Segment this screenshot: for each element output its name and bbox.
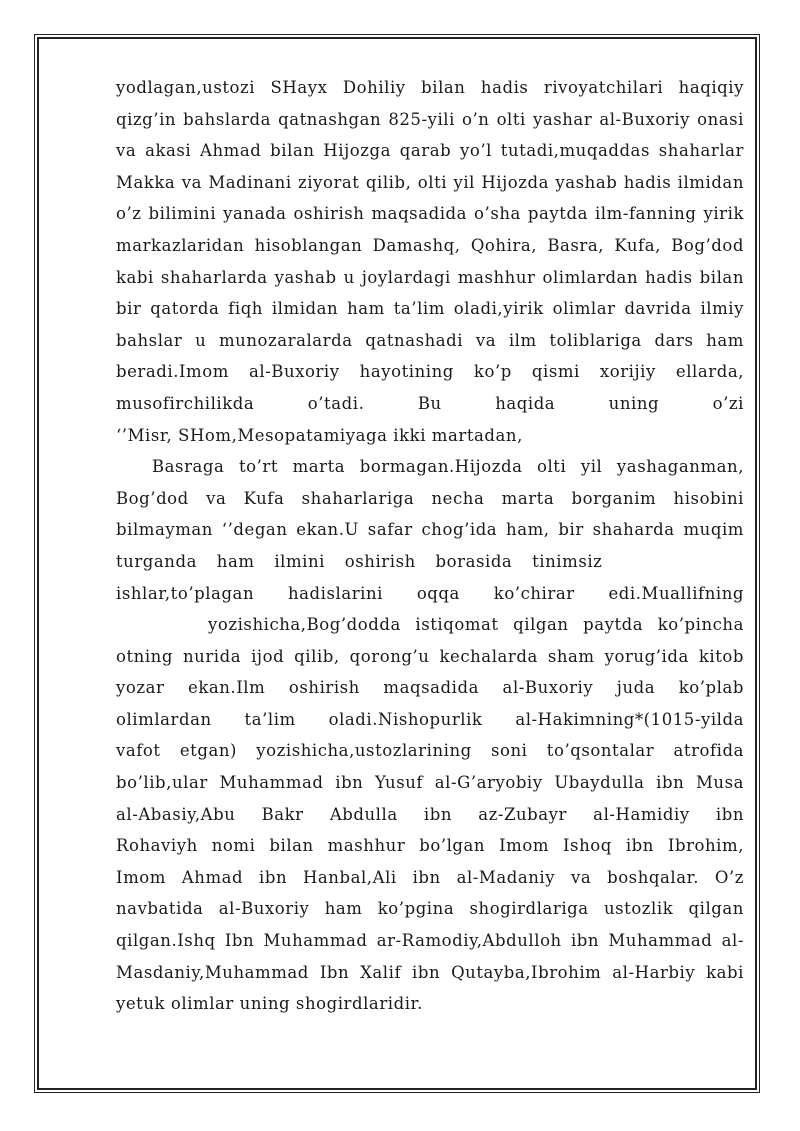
text-line: al-Abasiy,Abu Bakr Abdulla ibn az-Zubayr al-Hamidiy ibn — [116, 804, 744, 824]
text-line: otning nurida ijod qilib, qorong’u kechalarda sham yorug’ida kitob — [116, 646, 744, 666]
text-line: qilgan.Ishq Ibn Muhammad ar-Ramodiy,Abdulloh ibn Muhammad al- — [116, 931, 744, 951]
text-line: bir qatorda fiqh ilmidan ham ta’lim oladi,yirik olimlar davrida ilmiy — [116, 299, 744, 319]
text-line: bahslar u munozaralarda qatnashadi va ilm toliblariga dars ham — [116, 330, 744, 350]
text-line: qizg’in bahslarda qatnashgan 825-yili o’n olti yashar al-Buxoriy onasi — [116, 109, 744, 129]
text-line: Basraga to’rt marta bormagan.Hijozda olti yil yashaganman, — [152, 457, 744, 477]
text-line: yozishicha,Bog’dodda istiqomat qilgan paytda ko’pincha — [208, 615, 744, 635]
text-line: Bog’dod va Kufa shaharlariga necha marta borganim hisobini — [116, 488, 744, 508]
text-line: beradi.Imom al-Buxoriy hayotining ko’p qismi xorijiy ellarda, — [116, 362, 744, 382]
text-line: markazlaridan hisoblangan Damashq, Qohira, Basra, Kufa, Bog’dod — [116, 235, 744, 255]
text-line: yodlagan,ustozi SHayx Dohiliy bilan hadis rivoyatchilari haqiqiy — [116, 78, 744, 97]
text-line: bo’lib,ular Muhammad ibn Yusuf al-G’aryobiy Ubaydulla ibn Musa — [116, 773, 744, 793]
text-line: Masdaniy,Muhammad Ibn Xalif ibn Qutayba,Ibrohim al-Harbiy kabi — [116, 962, 744, 982]
text-line: kabi shaharlarda yashab u joylardagi mashhur olimlardan hadis bilan — [116, 267, 744, 287]
text-line: yozar ekan.Ilm oshirish maqsadida al-Buxoriy juda ko’plab — [116, 678, 744, 698]
text-line: ‘’Misr, SHom,Mesopatamiyaga ikki martadan, — [116, 425, 523, 445]
text-line: yetuk olimlar uning shogirdlaridir. — [116, 994, 423, 1014]
text-line: Rohaviyh nomi bilan mashhur bo’lgan Imom Ishoq ibn Ibrohim, — [116, 836, 744, 856]
text-line: vafot etgan) yozishicha,ustozlarining soni to’qsontalar atrofida — [116, 741, 744, 761]
text-line: Makka va Madinani ziyorat qilib, olti yil Hijozda yashab hadis ilmidan — [116, 172, 744, 192]
text-line: bilmayman ‘’degan ekan.U safar chog’ida ham, bir shaharda muqim — [116, 520, 744, 540]
text-line: navbatida al-Buxoriy ham ko’pgina shogirdlariga ustozlik qilgan — [116, 899, 744, 919]
text-line: turganda ham ilmini oshirish borasida tinimsiz — [116, 551, 603, 571]
text-line: ishlar,to’plagan hadislarini oqqa ko’chirar edi.Muallifning — [116, 583, 744, 603]
document-body — [116, 72, 744, 1020]
text-line: musofirchilikda o’tadi. Bu haqida uning o’zi — [116, 393, 744, 413]
text-line: olimlardan ta’lim oladi.Nishopurlik al-Hakimning*(1015-yilda — [116, 709, 744, 729]
text-line: o’z bilimini yanada oshirish maqsadida o’sha paytda ilm-fanning yirik — [116, 204, 744, 224]
text-line: va akasi Ahmad bilan Hijozga qarab yo’l tutadi,muqaddas shaharlar — [116, 141, 744, 161]
text-line: Imom Ahmad ibn Hanbal,Ali ibn al-Madaniy va boshqalar. O’z — [116, 867, 744, 887]
